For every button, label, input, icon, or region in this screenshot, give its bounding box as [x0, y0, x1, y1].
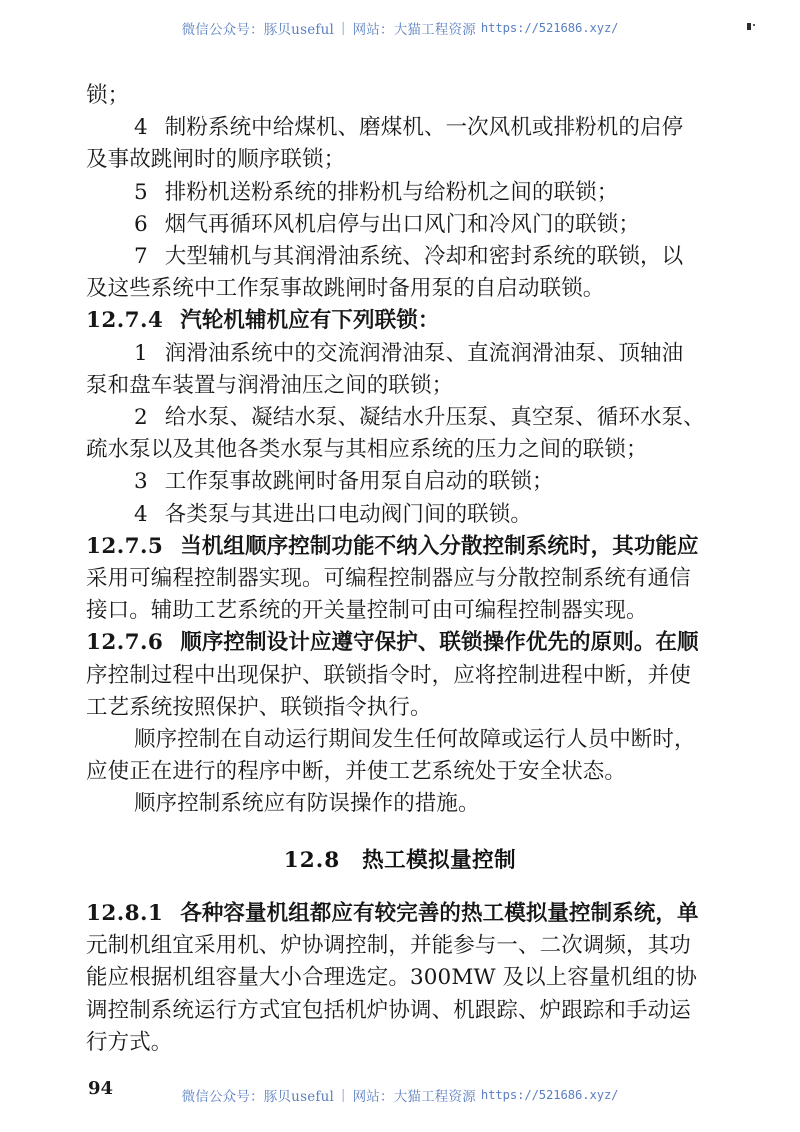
clause-number: 12.7.6	[86, 630, 164, 656]
watermark-url: https://521686.xyz/	[480, 20, 619, 35]
text-line-content: 各类泵与其进出口电动阀门间的联锁。	[164, 501, 532, 527]
text-line-content: 制粉系统中给煤机、磨煤机、一次风机或排粉机的启停	[164, 115, 684, 141]
watermark-separator: |	[341, 20, 346, 36]
text-line	[86, 660, 691, 692]
text-line	[86, 627, 699, 659]
list-marker: 5	[134, 179, 148, 205]
section-heading	[0, 843, 800, 874]
scan-artifact-speck	[747, 23, 751, 30]
text-line	[86, 177, 682, 209]
list-marker: 7	[134, 244, 148, 270]
text-line-content: 当机组顺序控制功能不纳入分散控制系统时，其功能应	[180, 533, 699, 559]
text-line-content: 烟气再循环风机启停与出口风门和冷风门的联锁；	[164, 211, 640, 237]
list-marker: 6	[134, 211, 148, 237]
watermark-footer-wechat-label: 微信公众号：豚贝useful	[181, 1089, 334, 1105]
watermark-footer	[0, 1085, 800, 1105]
text-line	[86, 995, 691, 1027]
watermark-footer-site-label: 网站：大猫工程资源	[352, 1089, 476, 1105]
text-line-content: 润滑油系统中的交流润滑油泵、直流润滑油泵、顶轴油	[164, 340, 684, 366]
body-text-lower	[86, 898, 699, 1059]
text-line	[86, 402, 705, 434]
text-line-content: 顺序控制设计应遵守保护、联锁操作优先的原则。在顺	[180, 630, 699, 656]
text-line-content: 疏水泵以及其他各类水泵与其相应系统的压力之间的联锁；	[86, 437, 648, 463]
text-line	[86, 692, 682, 724]
clause-number: 12.7.5	[86, 533, 164, 559]
list-marker: 2	[134, 405, 148, 431]
text-line-content: 给水泵、凝结水泵、凝结水升压泵、真空泵、循环水泵、	[164, 405, 705, 431]
text-line-content: 锁；	[86, 83, 130, 108]
text-line	[86, 499, 682, 531]
text-line	[86, 338, 682, 370]
watermark-footer-separator: |	[341, 1087, 346, 1103]
clause-number: 12.7.4	[86, 308, 164, 334]
text-line	[86, 962, 697, 994]
text-line	[86, 144, 682, 176]
list-marker: 4	[134, 115, 148, 141]
text-line	[86, 370, 682, 402]
text-line	[86, 1027, 682, 1059]
text-line-content: 接口。辅助工艺系统的开关量控制可由可编程控制器实现。	[86, 598, 648, 624]
text-line-content: 能应根据机组容量大小合理选定。300MW 及以上容量机组的协	[86, 965, 697, 991]
text-line	[86, 241, 682, 273]
text-line-content: 顺序控制在自动运行期间发生任何故障或运行人员中断时，	[134, 727, 696, 753]
watermark-header	[0, 18, 800, 38]
text-line-content: 序控制过程中出现保护、联锁指令时，应将控制进程中断，并使	[86, 662, 691, 688]
text-line-content: 各种容量机组都应有较完善的热工模拟量控制系统，单	[180, 901, 699, 926]
watermark-footer-url: https://521686.xyz/	[480, 1087, 619, 1102]
text-line	[86, 209, 682, 241]
text-line-content: 及事故跳闸时的顺序联锁；	[86, 147, 346, 173]
text-line	[86, 434, 682, 466]
page-number: 94	[88, 1078, 114, 1099]
text-line	[86, 563, 691, 595]
text-line-content: 大型辅机与其润滑油系统、冷却和密封系统的联锁，以	[164, 244, 684, 270]
text-line-content: 应使正在进行的程序中断，并使工艺系统处于安全状态。	[86, 759, 627, 785]
text-line	[86, 898, 699, 930]
text-line	[86, 724, 696, 756]
text-line	[86, 595, 682, 627]
clause-number: 12.8.1	[86, 901, 164, 926]
section-heading-number: 12.8	[283, 848, 341, 873]
text-line	[86, 531, 699, 563]
text-line	[86, 112, 682, 144]
text-line	[86, 273, 682, 305]
text-line-content: 行方式。	[86, 1029, 173, 1055]
list-marker: 3	[134, 469, 148, 495]
text-line-content: 调控制系统运行方式宜包括机炉协调、机跟踪、炉跟踪和手动运	[86, 997, 691, 1023]
scan-artifact-speck-small	[753, 24, 755, 26]
section-heading-title: 热工模拟量控制	[362, 848, 517, 873]
watermark-site-label: 网站：大猫工程资源	[352, 22, 476, 38]
text-line-content: 排粉机送粉系统的排粉机与给粉机之间的联锁；	[164, 179, 619, 205]
text-line-content: 工艺系统按照保护、联锁指令执行。	[86, 694, 432, 720]
list-marker: 1	[134, 340, 148, 366]
list-marker: 4	[134, 501, 148, 527]
text-line-content: 顺序控制系统应有防误操作的措施。	[134, 791, 480, 817]
text-line-content: 采用可编程控制器实现。可编程控制器应与分散控制系统有通信	[86, 566, 691, 592]
text-line	[86, 305, 682, 337]
text-line-content: 泵和盘车装置与润滑油压之间的联锁；	[86, 372, 454, 398]
watermark-wechat-label: 微信公众号：豚贝useful	[181, 22, 334, 38]
text-line-content: 及这些系统中工作泵事故跳闸时备用泵的自启动联锁。	[86, 276, 605, 302]
text-line	[86, 80, 682, 112]
text-line-content: 元制机组宜采用机、炉协调控制，并能参与一、二次调频，其功	[86, 933, 691, 959]
text-line-content: 工作泵事故跳闸时备用泵自启动的联锁；	[164, 469, 554, 495]
text-line-content: 汽轮机辅机应有下列联锁：	[180, 308, 440, 334]
text-line	[86, 466, 682, 498]
body-text-upper	[86, 80, 705, 821]
text-line	[86, 788, 682, 820]
text-line	[86, 930, 691, 962]
text-line	[86, 756, 682, 788]
